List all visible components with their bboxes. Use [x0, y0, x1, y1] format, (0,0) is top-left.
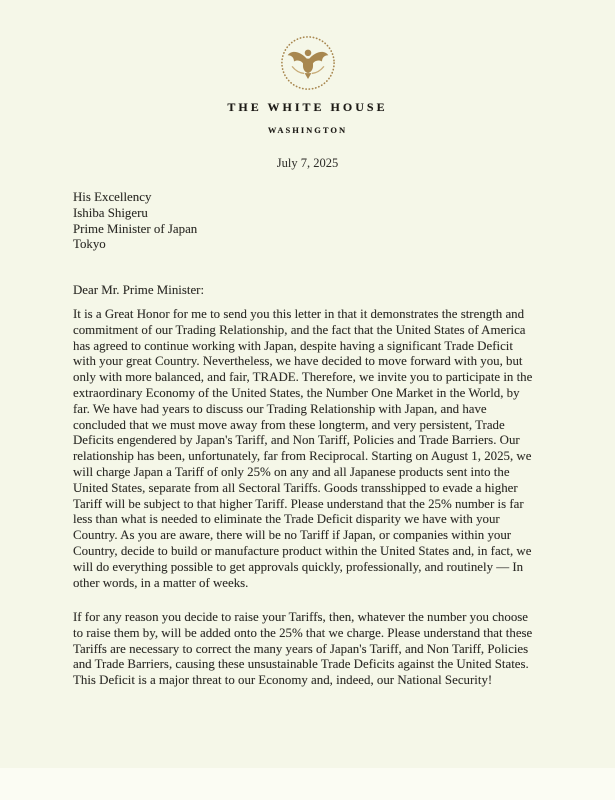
text-line: Deficits engendered by Japan's Tariff, and Non Tariff, Policies and Trade Barriers. Our: [73, 433, 520, 448]
body-paragraph-2: [73, 610, 532, 689]
text-line: If for any reason you decide to raise your Tariffs, then, whatever the number you choose: [73, 610, 529, 624]
text-line: Tariff will be subject to that higher Tariff. Please understand that the 25% number is far: [73, 496, 524, 511]
text-line: extraordinary Economy of the United States, the Number One Market in the World, by: [73, 385, 520, 400]
text-line: has agreed to continue working with Japan, despite having a significant Trade Deficit: [73, 338, 513, 353]
presidential-seal-icon: [279, 34, 337, 92]
text-line: Ishiba Shigeru: [73, 205, 148, 220]
body-paragraph-1: [73, 307, 532, 591]
text-line: Country, decide to build or manufacture product within the United States and, in fact, we: [73, 543, 532, 558]
text-line: with your great Country. Nevertheless, we have decided to move forward with you, but: [73, 354, 523, 369]
text-line: will charge Japan a Tariff of only 25% on any and all Japanese products sent into the: [73, 464, 510, 479]
text-line: It is a Great Honor for me to send you this letter in that it demonstrates the strength and: [73, 307, 525, 321]
letter-date: July 7, 2025: [276, 156, 339, 170]
text-line: His Excellency: [73, 190, 152, 204]
text-line: concluded that we must move away from these longterm, and very persistent, Trade: [73, 417, 505, 432]
text-line: This Deficit is a major threat to our Economy and, indeed, our National Security!: [73, 673, 493, 688]
text-line: far. We have had years to discuss our Trading Relationship with Japan, and have: [73, 401, 487, 416]
recipient-block: [73, 190, 197, 253]
text-line: United States, separate from all Sectoral Tariffs. Goods transshipped to evade a higher: [73, 480, 518, 495]
text-line: only with more balanced, and fair, TRADE. Therefore, we invite you to participate in the: [73, 370, 533, 385]
scan-edge-band: [0, 768, 615, 800]
text-line: commitment of our Trading Relationship, and the fact that the United States of America: [73, 322, 526, 337]
text-line: Tokyo: [73, 237, 106, 252]
salutation: Dear Mr. Prime Minister:: [73, 283, 205, 297]
text-line: relationship has been, unfortunately, far from Reciprocal. Starting on August 1, 2025, we: [73, 449, 532, 464]
text-line: Country. As you are aware, there will be no Tariff if Japan, or companies within your: [73, 528, 512, 543]
text-line: and Trade Barriers, causing these unsustainable Trade Deficits against the United States.: [73, 657, 529, 672]
text-line: Prime Minister of Japan: [73, 221, 198, 236]
text-line: to raise them by, will be added onto the 25% that we charge. Please understand that these: [73, 625, 533, 640]
letterhead-subtitle: WASHINGTON: [267, 125, 348, 135]
letterhead-title: THE WHITE HOUSE: [227, 100, 388, 114]
text-line: Tariffs are necessary to correct the many years of Japan's Tariff, and Non Tariff, Policies: [73, 641, 529, 656]
text-line: less than what is needed to eliminate the Trade Deficit disparity we have with your: [73, 512, 500, 527]
text-line: will do everything possible to get approvals quickly, professionally, and routinely — In: [73, 559, 524, 574]
text-line: other words, in a matter of weeks.: [73, 575, 249, 590]
